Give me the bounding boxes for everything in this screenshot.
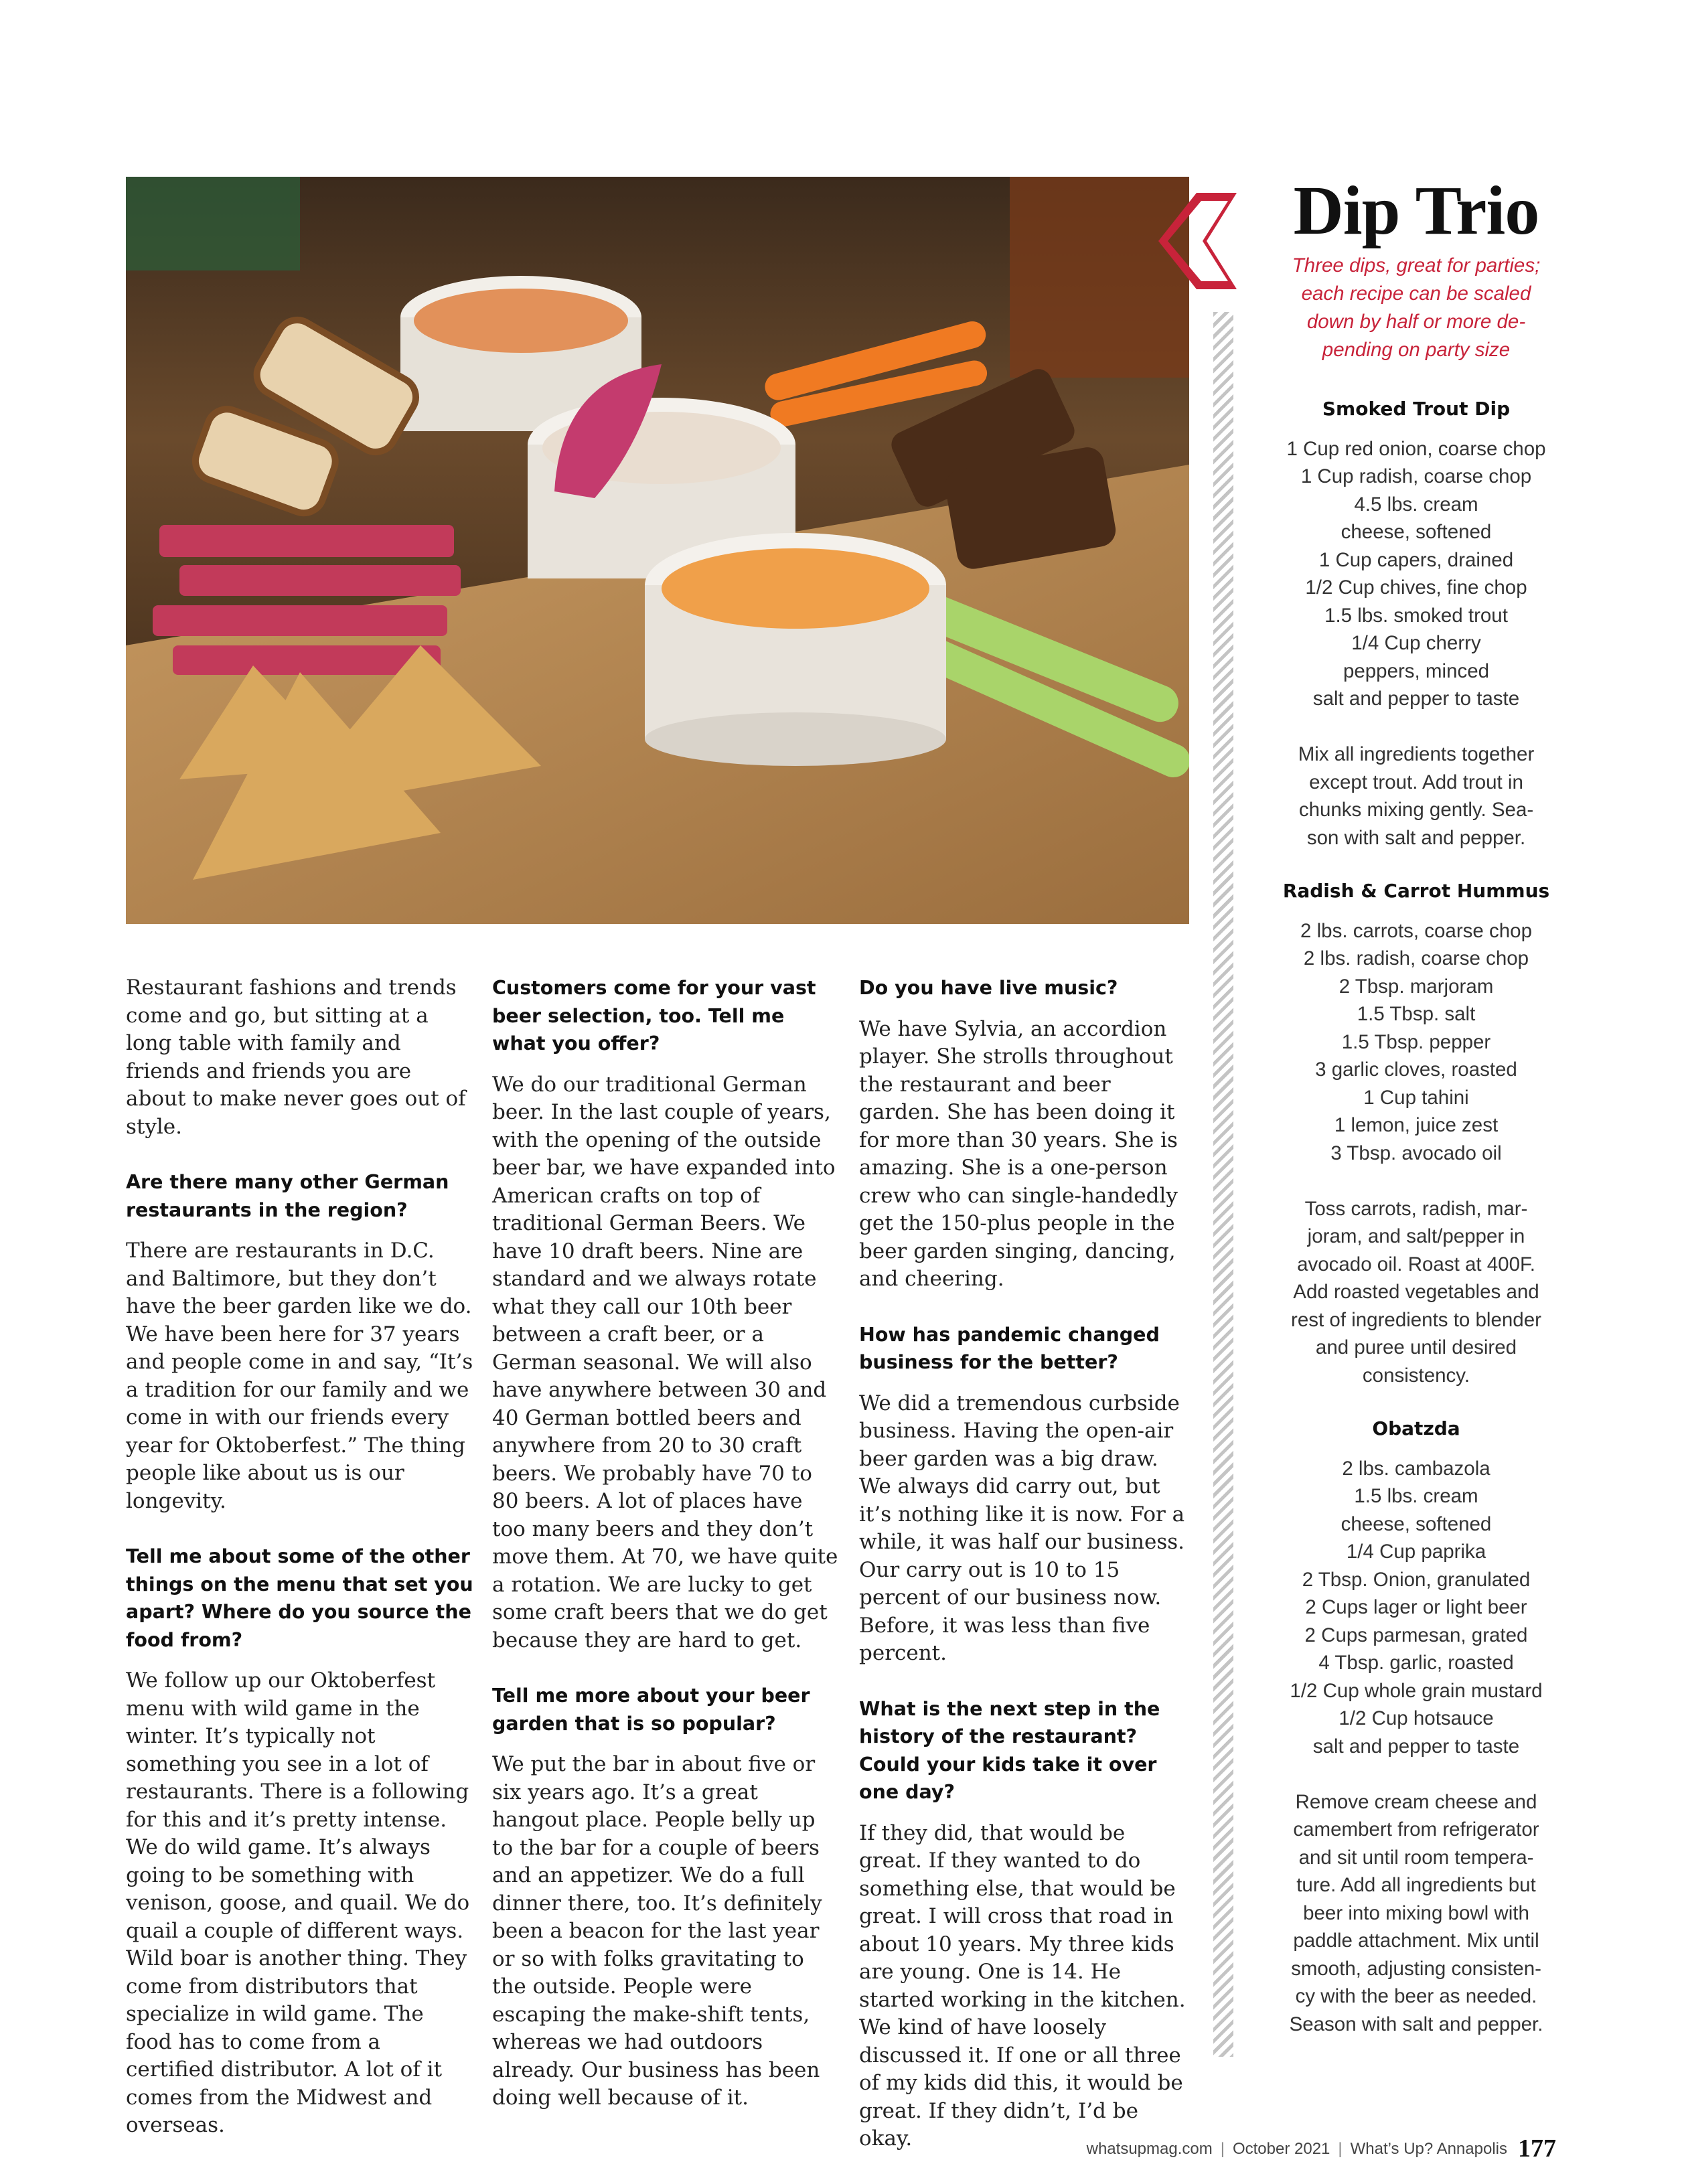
ingredient-list <box>1259 435 1574 713</box>
ingredient: 1 Cup radish, coarse chop <box>1300 465 1532 487</box>
ingredient: salt and pepper to taste <box>1312 1735 1520 1758</box>
ingredient: 1/4 Cup paprika <box>1346 1541 1486 1563</box>
ingredient: 2 Tbsp. Onion, granulated <box>1302 1568 1531 1591</box>
ingredient: 1.5 Tbsp. salt <box>1357 1003 1476 1025</box>
ingredient: 2 lbs. radish, coarse chop <box>1303 947 1529 969</box>
ingredient-list <box>1259 917 1574 1168</box>
article-column-3 <box>859 974 1194 2181</box>
footer-issue: October 2021 <box>1232 2140 1330 2158</box>
ingredient: 2 Cups parmesan, grated <box>1304 1624 1528 1646</box>
recipe-directions: Remove cream cheese and camembert from refrigerator and sit until room tempera- ture. Add all ingredients but beer into mixing bowl with paddle attachment. Mix until smooth, adjusting consisten- cy with the beer as needed. Season with salt and pepper. <box>1289 1790 1543 2035</box>
recipe-directions: Mix all ingredients together except trout. Add trout in chunks mixing gently. Sea- son with salt and pepper. <box>1298 743 1535 849</box>
ingredient: 1 Cup tahini <box>1363 1086 1469 1109</box>
ingredient: 1.5 Tbsp. pepper <box>1341 1030 1491 1053</box>
recipe-radish-carrot-hummus <box>1259 877 1574 1389</box>
red-arrow-icon <box>1153 187 1240 295</box>
ingredient: 1/2 Cup whole grain mustard <box>1290 1679 1543 1702</box>
footer-site: whatsupmag.com <box>1086 2140 1213 2158</box>
interview-question: Tell me about some of the other things on the menu that set you apart? Where do you source the food from? <box>126 1545 473 1651</box>
ingredient: cheese, softened <box>1341 521 1492 543</box>
ingredient-list <box>1259 1455 1574 1761</box>
recipe-directions: Toss carrots, radish, mar- joram, and salt/pepper in avocado oil. Roast at 400F. Add roasted vegetables and rest of ingredients to blender and puree until desired consistency. <box>1291 1197 1541 1387</box>
interview-question: How has pandemic changed business for the better? <box>859 1323 1160 1373</box>
article-intro: Restaurant fashions and trends come and go, but sitting at a long table with family and friends and friends you are about to make never goes out of style. <box>126 976 466 1139</box>
ingredient: 1 Cup red onion, coarse chop <box>1286 437 1546 460</box>
ingredient: peppers, minced <box>1343 659 1490 682</box>
interview-question: Do you have live music? <box>859 977 1118 999</box>
ingredient: 2 lbs. carrots, coarse chop <box>1300 919 1532 942</box>
ingredient: 4.5 lbs. cream <box>1354 493 1478 516</box>
ingredient: 3 garlic cloves, roasted <box>1315 1059 1517 1081</box>
interview-answer: We follow up our Oktoberfest menu with wild game in the winter. It’s typically not something you see in a lot of restaurants. There is a following for this and it’s pretty intense. We do wild game. It’s always going to be something with venison, goose, and quail. We do quail a couple of different ways. Wild boar is another thing. They come from distributors that specialize in wild game. The food has to come from a certified distributor. A lot of it comes from the Midwest and overseas. <box>126 1668 470 2137</box>
interview-answer: We have Sylvia, an accordion player. She strolls throughout the restaurant and beer garden. She has been doing it for more than 30 years. She is amazing. She is a one-person crew who can single-handedly get the 150-plus people in the beer garden singing, dancing, and cheering. <box>859 1016 1178 1291</box>
sidebar-title: Dip Trio <box>1293 172 1539 249</box>
ingredient: 2 lbs. cambazola <box>1342 1457 1490 1480</box>
interview-answer: There are restaurants in D.C. and Baltimore, but they don’t have the beer garden like we do. We have been here for 37 years and people come in and say, “It’s a tradition for our family and we come in with our friends every year for Oktoberfest.” The thing people like about us is our longevity. <box>126 1239 473 1513</box>
interview-question: Customers come for your vast beer selection, too. Tell me what you offer? <box>492 977 816 1055</box>
recipe-sidebar <box>1259 174 1574 2038</box>
recipe-title: Smoked Trout Dip <box>1322 398 1511 420</box>
ingredient: 2 Tbsp. marjoram <box>1339 975 1494 998</box>
hatched-divider <box>1213 312 1233 2057</box>
ingredient: 1 Cup capers, drained <box>1318 548 1514 571</box>
recipe-obatzda <box>1259 1415 1574 2038</box>
ingredient: 1 lemon, juice zest <box>1334 1114 1499 1136</box>
ingredient: 4 Tbsp. garlic, roasted <box>1318 1652 1514 1674</box>
ingredient: 1/4 Cup cherry <box>1351 632 1481 654</box>
article-column-2 <box>492 974 840 2140</box>
page-footer: whatsupmag.com | October 2021 | What’s Up? Annapolis 177 <box>1086 2134 1556 2163</box>
interview-question: Tell me more about your beer garden that is so popular? <box>492 1685 810 1735</box>
dip-platter-photo <box>126 177 1189 924</box>
ingredient: 1/2 Cup chives, fine chop <box>1305 576 1527 599</box>
recipe-title: Radish & Carrot Hummus <box>1282 880 1550 902</box>
page-number: 177 <box>1518 2134 1556 2163</box>
interview-question: What is the next step in the history of the restaurant? Could your kids take it over one day? <box>859 1697 1160 1803</box>
footer-publication: What’s Up? Annapolis <box>1350 2140 1507 2158</box>
interview-answer: We did a tremendous curbside business. Having the open-air beer garden was a big draw. We always did carry out, but it’s nothing like it is now. For a while, it was half our business. Our carry out is 10 to 15 percent of our business now. Before, it was less than five percent. <box>859 1391 1185 1665</box>
recipe-smoked-trout-dip <box>1259 395 1574 852</box>
ingredient: 1/2 Cup hotsauce <box>1339 1707 1494 1729</box>
ingredient: 1.5 lbs. cream <box>1354 1485 1478 1507</box>
ingredient: 3 Tbsp. avocado oil <box>1330 1142 1502 1164</box>
interview-answer: We put the bar in about five or six years ago. It’s a great hangout place. People belly up to the bar for a couple of beers and an appetizer. We do a full dinner there, too. It’s definitely been a beacon for the last year or so with folks gravitating to the outside. People were escaping the make-shift tents, whereas we had outdoors already. Our business has been doing well because of it. <box>492 1752 822 2110</box>
article-column-1 <box>126 974 474 2167</box>
sidebar-subtitle: Three dips, great for parties; each recipe can be scaled down by half or more de- pending on party size <box>1292 254 1541 361</box>
ingredient: 1.5 lbs. smoked trout <box>1324 604 1508 627</box>
ingredient: salt and pepper to taste <box>1312 688 1520 710</box>
interview-question: Are there many other German restaurants in the region? <box>126 1171 449 1221</box>
recipe-title: Obatzda <box>1372 1417 1460 1439</box>
ingredient: cheese, softened <box>1341 1512 1492 1535</box>
interview-answer: If they did, that would be great. If they wanted to do something else, that would be great. I will cross that road in about 10 years. My three kids are young. One is 14. He started working in the kitchen. We kind of have loosely discussed it. If one or all three of my kids did this, it would be great. If they didn’t, I’d be okay. <box>859 1820 1186 2151</box>
interview-answer: We do our traditional German beer. In the last couple of years, with the opening of the outside beer bar, we have expanded into American crafts on top of traditional German Beers. We have 10 draft beers. Nine are standard and we always rotate what they call our 10th beer between a craft beer, or a German seasonal. We will also have anywhere between 30 and 40 German bottled beers and anywhere from 20 to 30 craft beers. We probably have 70 to 80 beers. A lot of places have too many beers and they don’t move them. At 70, we have quite a rotation. We are lucky to get some craft beers that we do get because they are hard to get. <box>492 1072 838 1652</box>
ingredient: 2 Cups lager or light beer <box>1305 1596 1527 1618</box>
